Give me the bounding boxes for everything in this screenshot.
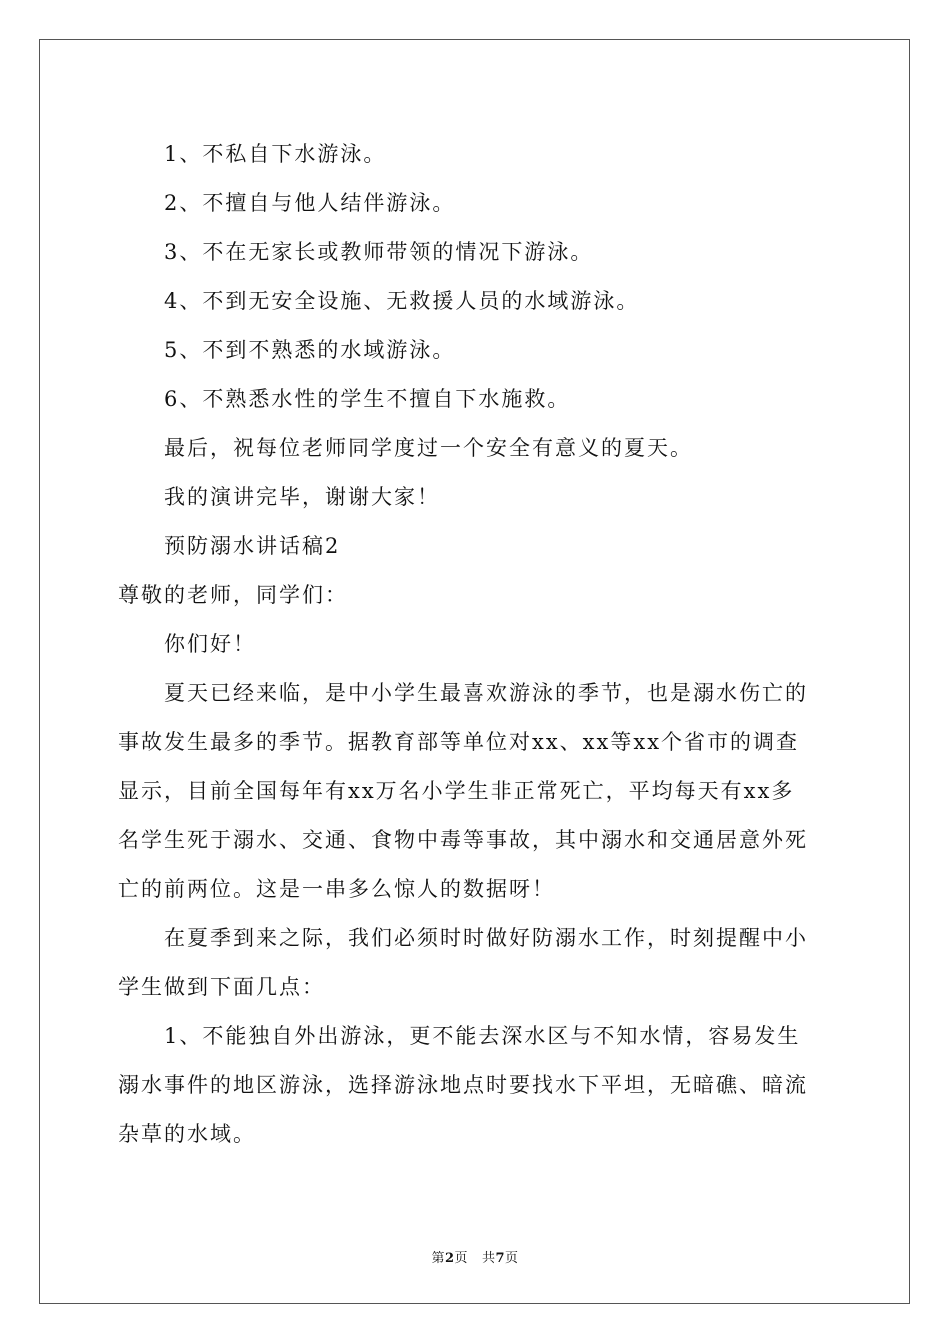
list-item: 4、不到无安全设施、无救援人员的水域游泳。 bbox=[164, 289, 640, 313]
paragraph-line: 名学生死于溺水、交通、食物中毒等事故，其中溺水和交通居意外死 bbox=[118, 828, 808, 852]
footer-suffix: 页 bbox=[505, 1251, 519, 1266]
total-page-number: 7 bbox=[495, 1251, 505, 1266]
list-item: 1、不私自下水游泳。 bbox=[164, 142, 387, 166]
paragraph-line: 在夏季到来之际，我们必须时时做好防溺水工作，时刻提醒中小 bbox=[164, 926, 808, 950]
paragraph-2 bbox=[118, 914, 834, 1012]
paragraph-line: 学生做到下面几点： bbox=[118, 975, 325, 999]
paragraph-1 bbox=[118, 669, 834, 914]
list-item: 5、不到不熟悉的水域游泳。 bbox=[164, 338, 456, 362]
footer-middle: 页 共 bbox=[454, 1251, 496, 1266]
closing-line: 最后，祝每位老师同学度过一个安全有意义的夏天。 bbox=[164, 436, 693, 460]
paragraph-3 bbox=[118, 1012, 834, 1159]
salutation: 尊敬的老师，同学们： bbox=[118, 583, 348, 607]
paragraph-line: 事故发生最多的季节。据教育部等单位对xx、xx等xx个省市的调查 bbox=[118, 730, 800, 754]
thanks-line: 我的演讲完毕，谢谢大家！ bbox=[164, 485, 440, 509]
greeting: 你们好！ bbox=[164, 632, 256, 656]
footer-prefix: 第 bbox=[431, 1251, 445, 1266]
paragraph-line: 溺水事件的地区游泳，选择游泳地点时要找水下平坦，无暗礁、暗流 bbox=[118, 1073, 808, 1097]
current-page-number: 2 bbox=[445, 1251, 455, 1266]
list-item: 6、不熟悉水性的学生不擅自下水施救。 bbox=[164, 387, 571, 411]
paragraph-line: 夏天已经来临，是中小学生最喜欢游泳的季节，也是溺水伤亡的 bbox=[164, 681, 808, 705]
paragraph-line: 显示，目前全国每年有xx万名小学生非正常死亡，平均每天有xx多 bbox=[118, 779, 795, 803]
paragraph-line: 杂草的水域。 bbox=[118, 1122, 256, 1146]
document-body bbox=[118, 130, 834, 1159]
page-footer bbox=[0, 1247, 950, 1266]
paragraph-line: 亡的前两位。这是一串多么惊人的数据呀！ bbox=[118, 877, 555, 901]
paragraph-line: 1、不能独自外出游泳，更不能去深水区与不知水情，容易发生 bbox=[164, 1024, 801, 1048]
list-item: 2、不擅自与他人结伴游泳。 bbox=[164, 191, 456, 215]
section-title: 预防溺水讲话稿2 bbox=[164, 534, 341, 558]
list-item: 3、不在无家长或教师带领的情况下游泳。 bbox=[164, 240, 594, 264]
